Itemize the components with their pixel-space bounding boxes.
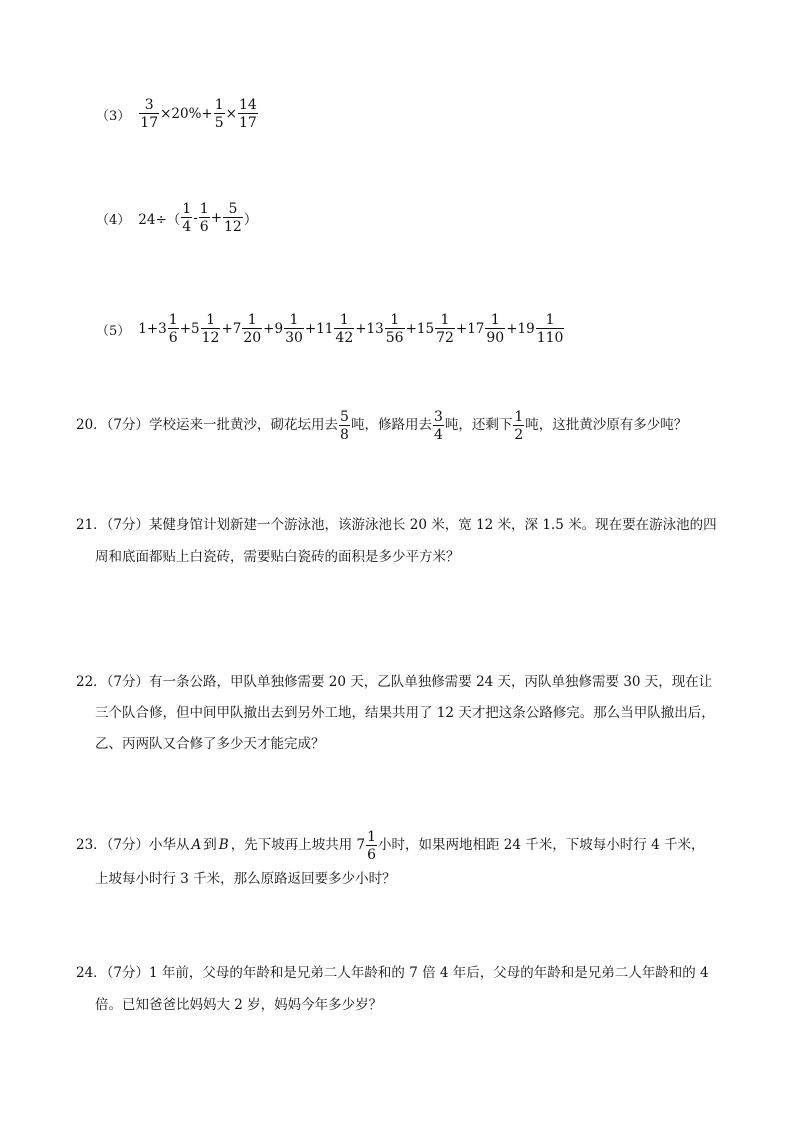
problem-4-label: （4） [96, 212, 131, 228]
fraction: $\frac{14}{17}$ [238, 97, 257, 131]
problem-5 [96, 313, 565, 345]
point-b: B [218, 837, 229, 854]
problem-3 [96, 98, 259, 130]
question-20-text: 20．（7分）学校运来一批黄沙，砌花坛用去 [76, 417, 339, 434]
question-20-text: 吨，这批黄沙原有多少吨？ [525, 417, 688, 434]
fraction: $\frac{3}{17}$ [140, 97, 159, 131]
fraction: $\frac{1}{12}$ [201, 312, 220, 346]
fraction: $\frac{1}{90}$ [486, 312, 505, 346]
fraction: $\frac{3}{4}$ [433, 409, 443, 443]
question-23-line-1 [76, 830, 704, 862]
fraction: $\frac{1}{20}$ [243, 312, 262, 346]
fraction: $\frac{1}{42}$ [335, 312, 354, 346]
fraction: $\frac{1}{4}$ [182, 201, 192, 235]
term-whole-part: +9 [263, 321, 284, 337]
operator-text: - [193, 210, 198, 226]
fraction: $\frac{1}{56}$ [385, 312, 404, 346]
question-20-text: 吨，修路用去 [350, 417, 432, 434]
operator-text: ） [243, 212, 258, 228]
term-whole-part: 1+3 [138, 321, 167, 337]
question-23-text: ，先下坡再上坡共用 7 [230, 837, 366, 854]
term-whole-part: +11 [304, 321, 334, 337]
point-a: A [191, 837, 202, 854]
problem-5-label: （5） [96, 323, 131, 339]
term-whole-part: +15 [405, 321, 435, 337]
question-22-line-3: 乙、丙两队又合修了多少天才能完成？ [95, 736, 325, 752]
question-24-line-2: 倍。已知爸爸比妈妈大 2 岁，妈妈今年多少岁？ [95, 997, 383, 1013]
question-23-text: 到 [203, 837, 217, 854]
problem-3-label: （3） [96, 108, 131, 124]
question-23-line-2: 上坡每小时行 3 千米，那么原路返回要多少小时？ [95, 871, 396, 887]
operator-text: × [225, 106, 237, 122]
fraction: $\frac{1}{2}$ [514, 409, 524, 443]
fraction: $\frac{1}{6}$ [199, 201, 209, 235]
operator-text: 24÷（ [138, 212, 181, 228]
fraction: $\frac{1}{30}$ [285, 312, 303, 346]
fraction: $\frac{1}{6}$ [168, 312, 178, 346]
term-whole-part: +7 [221, 321, 242, 337]
fraction: $\frac{5}{8}$ [340, 409, 349, 443]
fraction: $\frac{5}{12}$ [224, 201, 242, 235]
term-whole-part: +17 [455, 321, 485, 337]
fraction: $\frac{1}{6}$ [367, 829, 377, 863]
question-21-line-1: 21．（7分）某健身馆计划新建一个游泳池，该游泳池长 20 米，宽 12 米，深 1.5 米。现在要在游泳池的四 [76, 517, 717, 533]
question-23-text: 小时，如果两地相距 24 千米，下坡每小时行 4 千米， [378, 837, 705, 854]
question-22-line-1: 22．（7分）有一条公路，甲队单独修需要 20 天，乙队单独修需要 24 天，丙队单独修需要 30 天，现在让 [76, 674, 713, 690]
term-whole-part: +19 [506, 321, 535, 337]
fraction: $\frac{1}{72}$ [436, 312, 454, 346]
term-whole-part: +13 [355, 321, 384, 337]
mixed-number-sum [138, 313, 565, 345]
question-20 [76, 410, 687, 442]
problem-4 [96, 202, 257, 234]
operator-text: + [210, 210, 222, 226]
question-20-text: 吨，还剩下 [444, 417, 513, 434]
fraction: $\frac{1}{110}$ [536, 312, 564, 346]
operator-text: ×20%+ [160, 106, 213, 122]
question-21-line-2: 周和底面都贴上白瓷砖，需要贴白瓷砖的面积是多少平方米？ [95, 549, 460, 565]
question-24-line-1: 24．（7分）1 年前，父母的年龄和是兄弟二人年龄和的 7 倍 4 年后，父母的年龄和是兄弟二人年龄和的 4 [76, 965, 709, 981]
fraction: $\frac{1}{5}$ [214, 97, 224, 131]
term-whole-part: +5 [179, 321, 200, 337]
question-22-line-2: 三个队合修，但中间甲队撤出去到另外工地，结果共用了 12 天才把这条公路修完。那么当甲队撤出后， [95, 705, 715, 721]
question-23-text: 23．（7分）小华从 [76, 837, 190, 854]
